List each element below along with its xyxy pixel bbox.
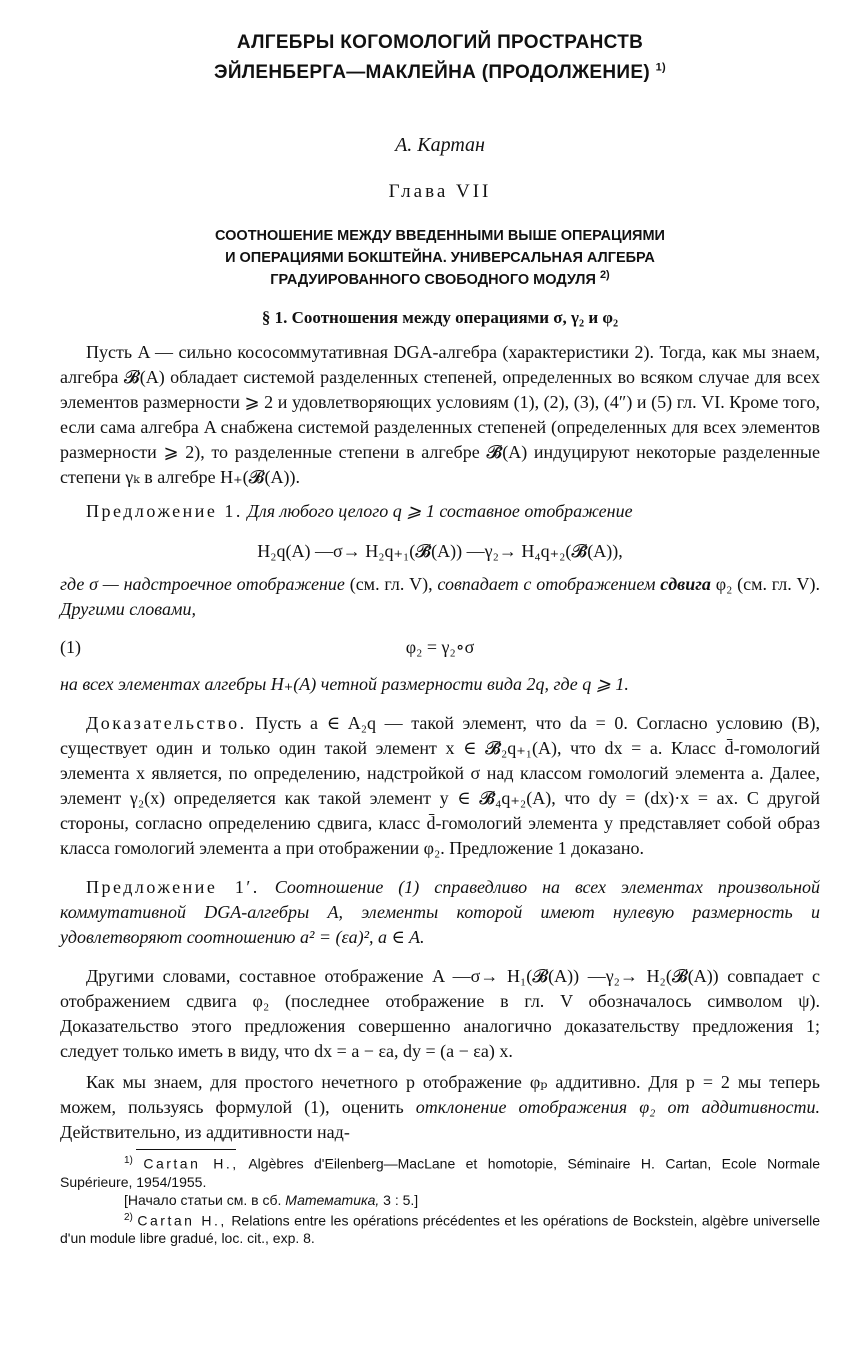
title-line-2-text: ЭЙЛЕНБЕРГА—МАКЛЕЙНА (ПРОДОЛЖЕНИЕ) (214, 62, 650, 83)
formula-1-number: (1) (60, 637, 81, 657)
proposition-1-text: Для любого целого q ⩾ 1 составное отображение (247, 501, 633, 521)
where-part-c: совпадает с отображением (437, 574, 656, 594)
where-part-e: Другими словами, (60, 599, 196, 619)
chapter-footnote-mark: 2) (599, 269, 610, 282)
additivity-part-a: Как мы знаем, для простого нечетного p отображение φₚ аддитивно. Для p = 2 мы теперь можем, пользуясь формулой (1), оценить (60, 1072, 820, 1117)
where-part-d: φ₂ (см. гл. V). (715, 574, 821, 594)
paragraph-other-words: Другими словами, составное отображение A —σ→ H₁(𝓑(A)) —γ₂→ H₂(𝓑(A)) совпадает с отображением сдвига φ₂ (последнее отображение в гл. V обозначалось символом ψ). Доказательство этого предложения совершенно аналогично доказательству предложения 1; следует только иметь в виду, что dx = a − εa, dy = (a − εa) x. (60, 966, 820, 1061)
additivity-deviation: отклонение отображения φ₂ от аддитивности. (415, 1097, 821, 1117)
footnote-2-mark: 2) (124, 1211, 133, 1223)
proposition-1-prime-text: Соотношение (1) справедливо на всех элементах произвольной коммутативной DGA-алгебры A, элементы которой имеют нулевую размерность и удовлетворяют соотношению a² = (εa)², a ∈ A. (60, 877, 821, 947)
proof-label: Доказательство. (86, 713, 247, 733)
chapter-heading: Глава VII (388, 181, 492, 202)
footnote-2-author: Cartan H., (137, 1212, 227, 1229)
additivity-part-c: Действительно, из аддитивности над- (60, 1122, 350, 1142)
article-title (60, 28, 820, 88)
title-footnote-mark: 1) (655, 61, 666, 74)
title-line-2 (60, 58, 820, 88)
formula-1 (60, 634, 820, 660)
chapter-title-line-3 (60, 269, 820, 291)
paragraph-intro: Пусть A — сильно кососоммутативная DGA-алгебра (характеристики 2). Тогда, как мы знаем, алгебра 𝓑(A) обладает системой разделенных степеней, определенных во всяком случае для всех элементов размерности ⩾ 2 и удовлетворяющих условиям (1), (2), (3), (4″) и (5) гл. VI. Кроме того, если сама алгебра A снабжена системой разделенных степеней (определенных для всех элементов размерности ⩾ 2), то разделенные степени в алгебре 𝓑̄(A) индуцируют некоторые разделенные степени γₖ в алгебре H₊(𝓑(A)). (60, 342, 820, 487)
footnote-rule (136, 1149, 236, 1150)
paragraph-additivity (60, 1070, 820, 1145)
footnotes (60, 1152, 820, 1247)
footnote-1 (60, 1152, 820, 1191)
proposition-1-where (60, 572, 820, 622)
footnote-1-extra-a: [Начало статьи см. в сб. (124, 1191, 282, 1208)
chapter-title-line-2: И ОПЕРАЦИЯМИ БОКШТЕЙНА. УНИВЕРСАЛЬНАЯ АЛГЕБРА (225, 250, 655, 266)
section-heading: § 1. Соотношения между операциями σ, γ₂ и φ₂ (261, 308, 619, 327)
proposition-1-tail: на всех элементах алгебры H₊(A) четной размерности вида 2q, где q ⩾ 1. (60, 674, 629, 694)
proposition-1-prime-label: Предложение 1′. (86, 877, 260, 897)
proof-text: Пусть a ∈ A₂q — такой элемент, что da = 0. Согласно условию (B), существует один и только один такой элемент x ∈ 𝓑̄₂q₊₁(A), что dx = a. Класс d̄-гомологий элемента x является, по определению, надстройкой σ над классом гомологий элемента a. Далее, элемент γ₂(x) определяется как такой элемент y ∈ 𝓑̄₄q₊₂(A), что dy = (dx)·x = ax. С другой стороны, согласно определению сдвига, класс d̄-гомологий элемента y представляет собой образ класса гомологий элемента a при отображении φ₂. Предложение 1 доказано. (60, 713, 821, 858)
author: А. Картан (395, 134, 485, 156)
footnote-1-text: Algèbres d'Eilenberg—MacLane et homotopie, Séminaire H. Cartan, Ecole Normale Supérieure, 1954/1955. (60, 1155, 820, 1190)
main-text (60, 340, 820, 1145)
formula-1-body: φ₂ = γ₂∘σ (405, 637, 475, 657)
where-part-a: где σ — надстроечное отображение (60, 574, 345, 594)
proof (60, 711, 820, 861)
footnote-1-extra (60, 1191, 820, 1209)
formula-composite-map: H₂q(A) —σ→ H₂q₊₁(𝓑̄(A)) —γ₂→ H₄q₊₂(𝓑̄(A)), (257, 541, 623, 561)
footnote-1-extra-c: 3 : 5.] (383, 1191, 419, 1208)
footnote-2-text: Relations entre les opérations précédentes et les opérations de Bockstein, algèbre universelle d'un module libre gradué, loc. cit., exp. 8. (60, 1212, 821, 1247)
footnote-2 (60, 1209, 820, 1248)
title-line-1: АЛГЕБРЫ КОГОМОЛОГИЙ ПРОСТРАНСТВ (236, 32, 644, 53)
chapter-title-line-3-text: ГРАДУИРОВАННОГО СВОБОДНОГО МОДУЛЯ (270, 272, 596, 288)
chapter-title-line-1: СООТНОШЕНИЕ МЕЖДУ ВВЕДЕННЫМИ ВЫШЕ ОПЕРАЦИЯМИ (215, 228, 665, 244)
proposition-1 (60, 499, 820, 524)
where-part-b: (см. гл. V), (349, 574, 433, 594)
footnote-1-author: Cartan H., (143, 1155, 239, 1172)
page (60, 28, 820, 1247)
chapter-title (60, 225, 820, 291)
footnote-1-extra-b: Математика, (285, 1191, 380, 1208)
proposition-1-label: Предложение 1. (86, 501, 243, 521)
proposition-1-prime (60, 875, 820, 950)
footnote-1-mark: 1) (124, 1155, 133, 1166)
where-shift-word: сдвига (660, 574, 711, 594)
